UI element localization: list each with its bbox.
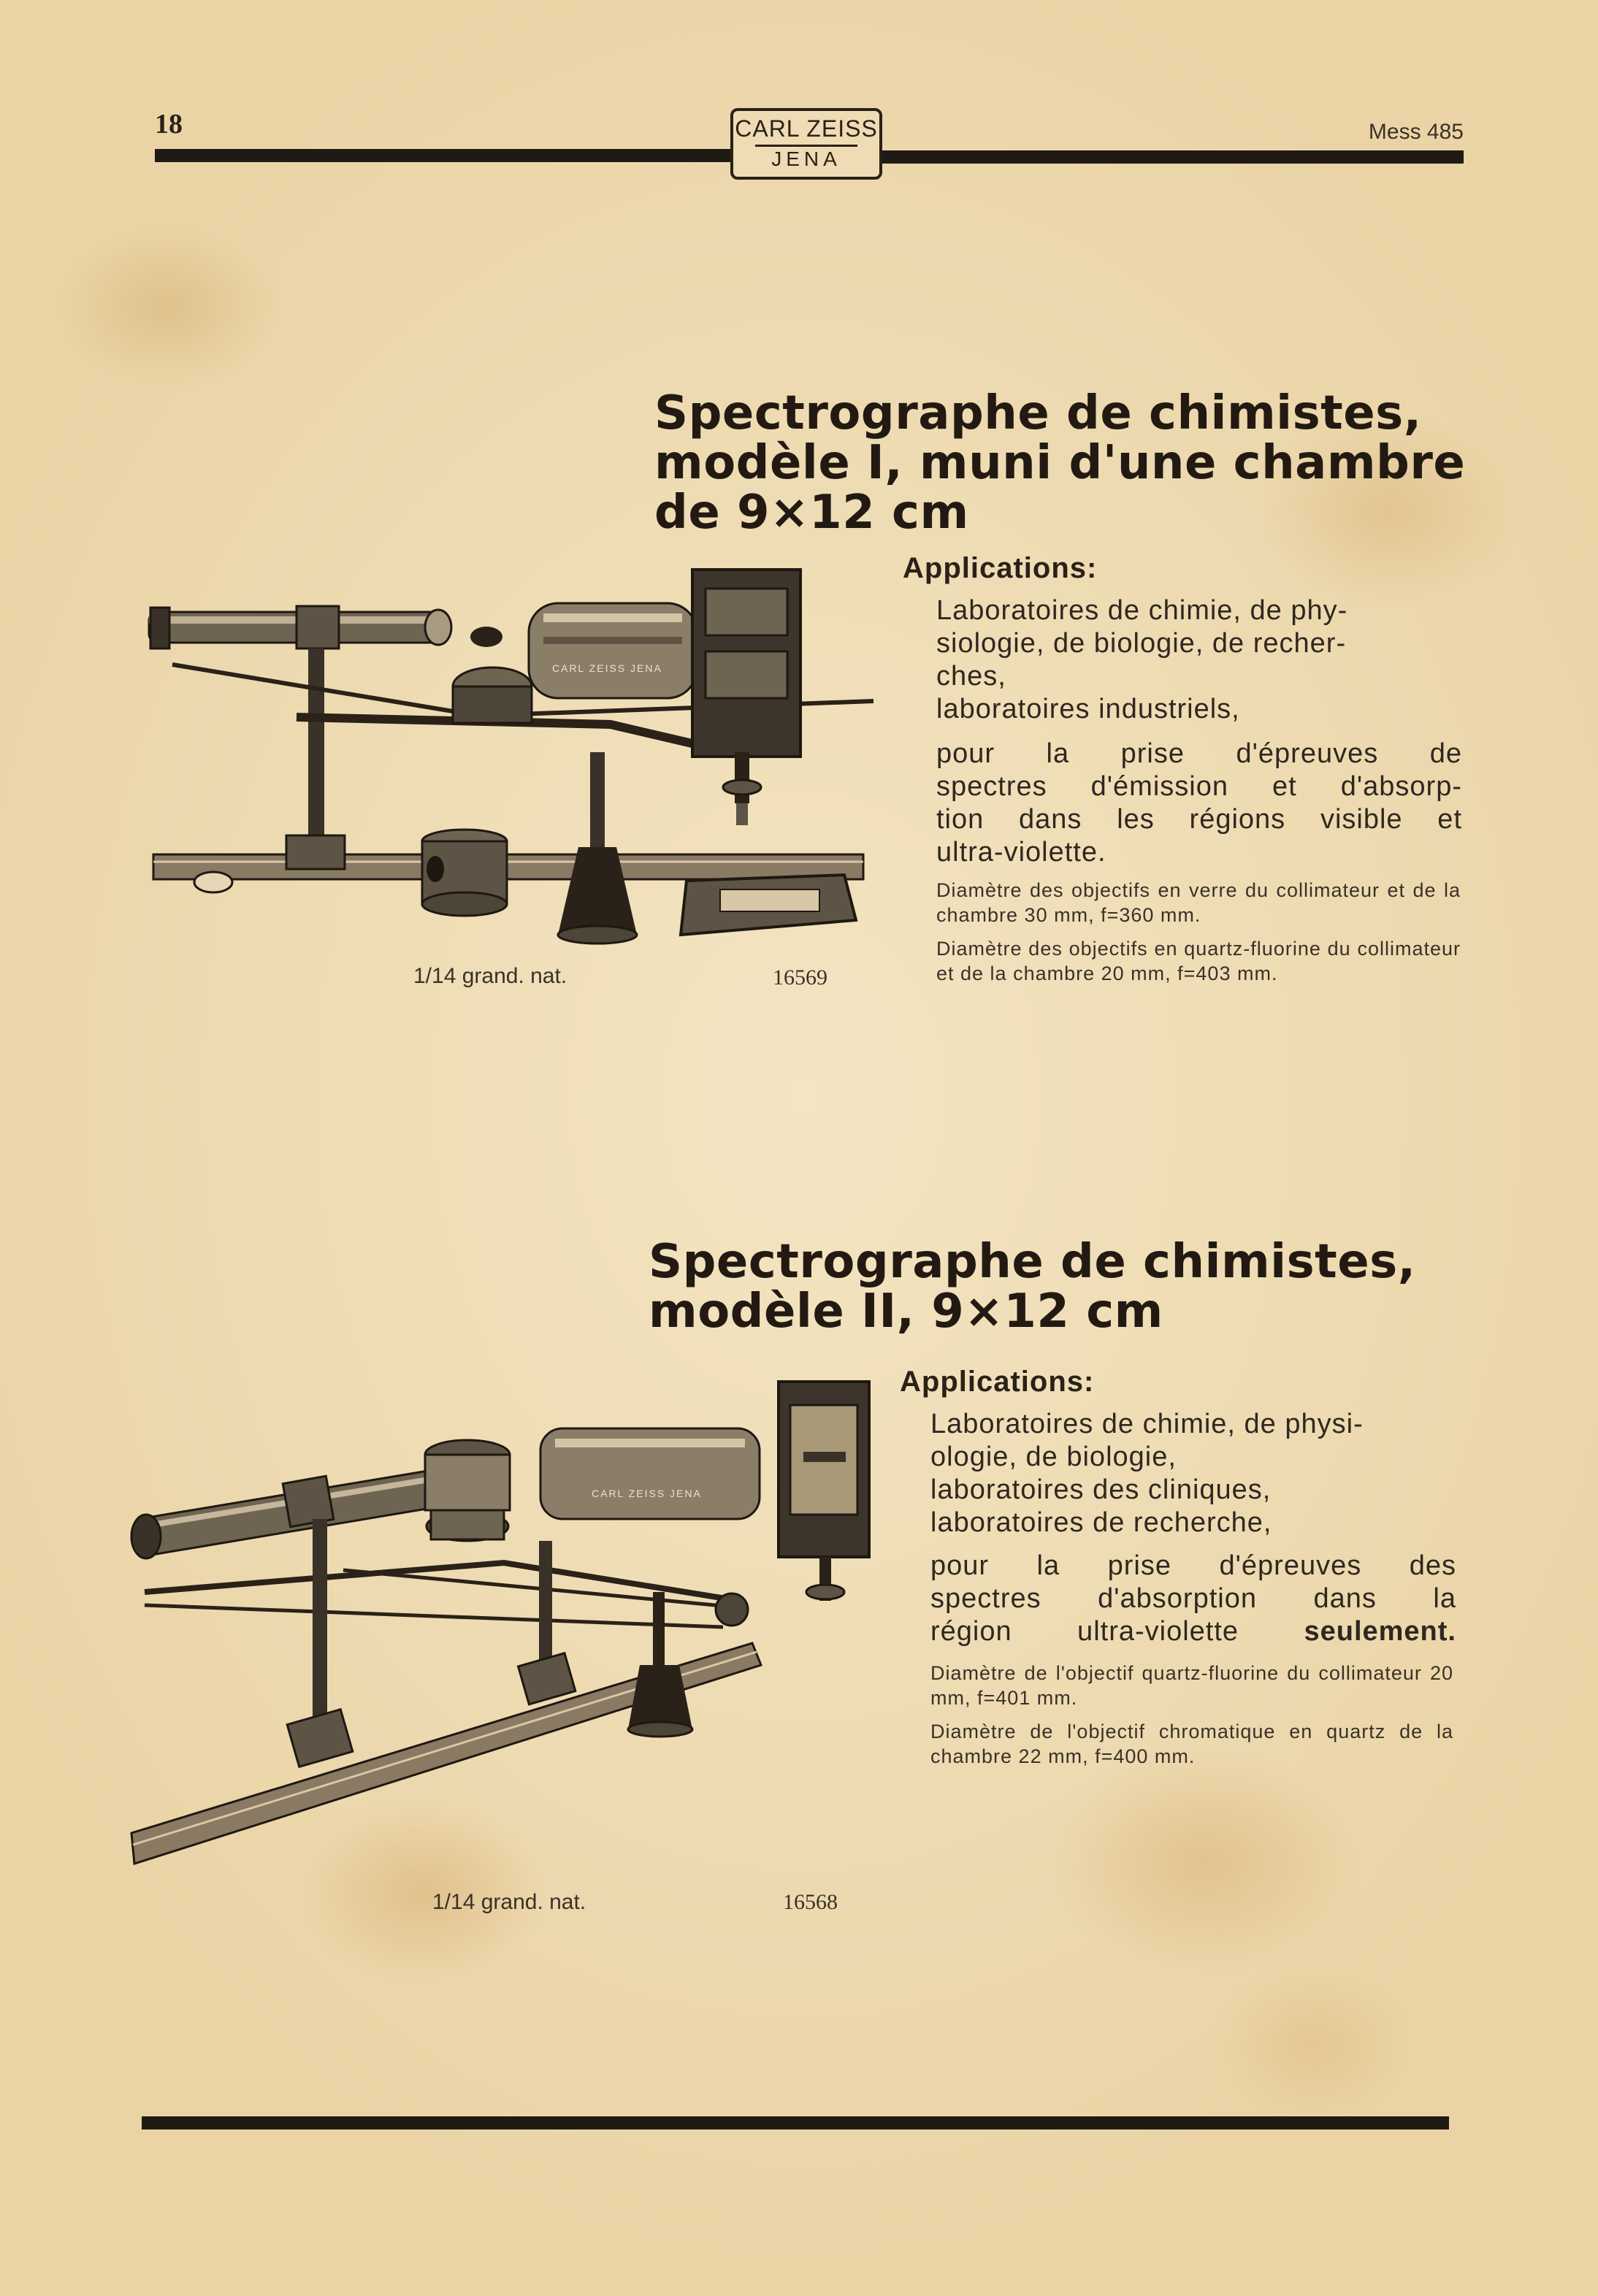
model-2-figure-number: 16568 [783, 1890, 838, 1914]
text-line: pour la prise d'épreuves de [936, 738, 1462, 769]
page-number: 18 [155, 109, 183, 139]
text-line: tion dans les régions visible et [936, 804, 1462, 835]
instrument-label: CARL ZEISS JENA [552, 662, 662, 674]
model-2-title-line: modèle II, 9×12 cm [649, 1285, 1163, 1339]
header-rule-left [155, 149, 733, 162]
text-line: siologie, de biologie, de recher- [936, 628, 1347, 659]
model-2-spectrograph-illustration [124, 1373, 884, 1884]
model-2-spec-collimator: Diamètre de l'objectif quartz-fluorine du collimateur 20 mm, f=401 mm. [930, 1662, 1453, 1709]
section-model-1 [654, 386, 1472, 540]
emphasis-seulement: seulement. [1304, 1616, 1456, 1647]
footer-rule [142, 2116, 1449, 2129]
model-1-figure-number: 16569 [773, 965, 827, 990]
logo-line-1: CARL ZEISS [735, 115, 878, 142]
support-column [313, 1519, 327, 1738]
text-line-prefix: région ultra-violette [930, 1616, 1304, 1647]
text-line: ches, [936, 661, 1006, 692]
model-2-title [649, 1235, 1467, 1339]
model-2-applications-heading: Applications: [900, 1366, 1095, 1398]
optical-bench-rail [153, 854, 863, 879]
model-1-spectrograph-illustration [143, 555, 873, 949]
text-line: laboratoires de recherche, [930, 1507, 1272, 1538]
model-1-spec-glass: Diamètre des objectifs en verre du collimateur et de la chambre 30 mm, f=360 mm. [936, 879, 1461, 926]
text-line: laboratoires des cliniques, [930, 1474, 1272, 1505]
model-1-title-line: modèle I, muni d'une chambre [654, 436, 1466, 490]
model-2-figure-scale: 1/14 grand. nat. [432, 1890, 586, 1914]
text-line: ultra-violette. [936, 837, 1106, 868]
logo-line-2: JENA [755, 145, 857, 172]
model-2-spec-camera: Diamètre de l'objectif chromatique en quartz de la chambre 22 mm, f=400 mm. [930, 1721, 1453, 1767]
support-column [590, 752, 605, 862]
text-line: Laboratoires de chimie, de physi- [930, 1409, 1364, 1439]
text-line [930, 1615, 1456, 1648]
bench-end-knob [194, 872, 232, 892]
zeiss-logo [730, 108, 882, 180]
text-line: spectres d'émission et d'absorp- [936, 771, 1462, 802]
model-1-title [654, 386, 1472, 540]
model-1-figure-scale: 1/14 grand. nat. [413, 964, 567, 988]
model-1-applications-paragraph [936, 594, 1462, 726]
header-rule-right [879, 150, 1464, 164]
text-line: Laboratoires de chimie, de phy- [936, 595, 1348, 626]
model-2-applications-paragraph [930, 1408, 1456, 1539]
model-2-purpose-paragraph [930, 1550, 1456, 1648]
document-reference: Mess 485 [1368, 120, 1464, 144]
model-1-spec-quartz: Diamètre des objectifs en quartz-fluorine du collimateur et de la chambre 20 mm, f=403 mm. [936, 938, 1461, 984]
text-line: spectres d'absorption dans la [930, 1583, 1456, 1614]
model-1-title-line: Spectrographe de chimistes, [654, 386, 1422, 440]
text-line: pour la prise d'épreuves des [930, 1550, 1456, 1581]
instrument-label: CARL ZEISS JENA [592, 1488, 702, 1499]
section-model-2 [649, 1235, 1467, 1339]
model-2-title-line: Spectrographe de chimistes, [649, 1235, 1416, 1289]
text-line: laboratoires industriels, [936, 694, 1240, 724]
model-1-applications-heading: Applications: [903, 552, 1098, 584]
support-column [308, 648, 324, 860]
model-1-title-line: de 9×12 cm [654, 486, 969, 540]
text-line: ologie, de biologie, [930, 1442, 1177, 1472]
model-1-purpose-paragraph [936, 738, 1462, 869]
